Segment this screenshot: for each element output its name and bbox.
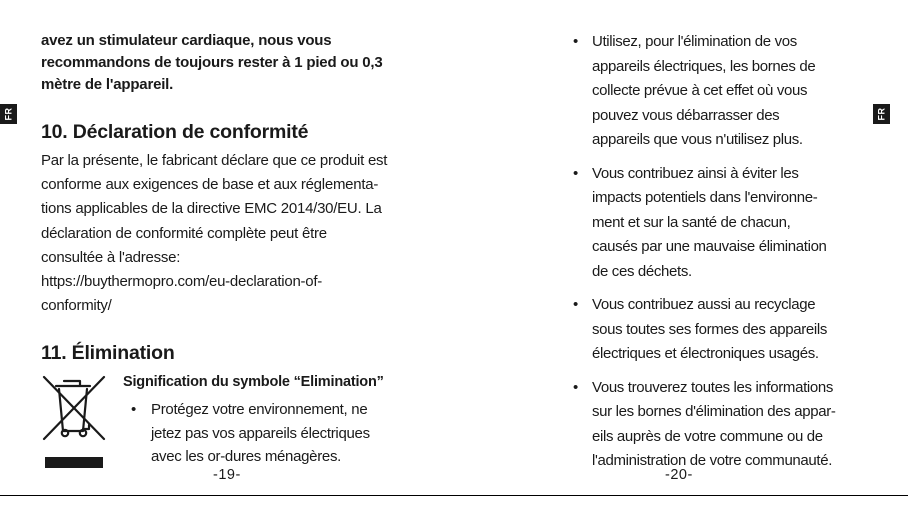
page-20 xyxy=(454,0,908,505)
item-line: impacts potentiels dans l'environne- xyxy=(592,189,818,206)
disposal-bullet-list xyxy=(572,30,872,483)
page-number: -19- xyxy=(213,467,241,483)
bullet-icon: • xyxy=(573,296,578,313)
intro-line: avez un stimulateur cardiaque, nous vous xyxy=(41,32,332,49)
language-tab xyxy=(0,104,17,124)
symbol-meaning-title: Signification du symbole “Elimination” xyxy=(123,374,384,390)
item-line: de ces déchets. xyxy=(592,262,692,280)
item-line: pouvez vous débarrasser des xyxy=(592,106,780,124)
item-line: Vous trouverez toutes les informations xyxy=(592,378,833,396)
bottom-divider xyxy=(0,495,908,496)
language-tab-label: FR xyxy=(876,107,887,121)
list-item xyxy=(572,162,872,285)
item-line: Utilisez, pour l'élimination de vos xyxy=(592,33,797,50)
section-10-paragraph xyxy=(41,149,446,318)
bullet-line: Protégez votre environnement, ne xyxy=(151,401,368,418)
bullet-icon: • xyxy=(573,164,578,182)
item-line: appareils que vous n'utilisez plus. xyxy=(592,131,803,148)
language-tab xyxy=(873,104,890,124)
page-number: -20- xyxy=(665,467,693,483)
section-10-heading: 10. Déclaration de conformité xyxy=(41,121,309,143)
item-line: Vous contribuez ainsi à éviter les xyxy=(592,164,799,182)
section-11-heading: 11. Élimination xyxy=(41,342,175,364)
list-item xyxy=(572,293,872,367)
bullet-icon: • xyxy=(131,401,136,418)
list-item xyxy=(572,30,872,153)
paragraph-line: Par la présente, le fabricant déclare que ce produit est xyxy=(41,152,388,169)
bullet-line: jetez pas vos appareils électriques xyxy=(151,424,370,442)
item-line: sous toutes ses formes des appareils xyxy=(592,320,828,338)
crossed-out-wheelie-bin-icon xyxy=(42,375,106,471)
language-tab-label: FR xyxy=(3,107,14,121)
item-line: sur les bornes d'élimination des appar- xyxy=(592,403,836,420)
intro-warning xyxy=(41,30,441,96)
item-line: collecte prévue à cet effet où vous xyxy=(592,82,808,99)
paragraph-line: tions applicables de la directive EMC 2014/30/EU. La xyxy=(41,200,382,218)
item-line: eils auprès de votre commune ou de xyxy=(592,427,823,445)
declaration-url: https://buythermopro.com/eu-declaration-of- xyxy=(41,273,323,291)
bullet-line: avec les or-dures ménagères. xyxy=(151,448,342,465)
item-line: causés par une mauvaise élimination xyxy=(592,238,827,255)
intro-line: recommandons de toujours rester à 1 pied ou 0,3 xyxy=(41,54,383,71)
paragraph-line: consultée à l'adresse: xyxy=(41,248,181,266)
item-line: ment et sur la santé de chacun, xyxy=(592,213,791,231)
bullet-icon: • xyxy=(573,33,578,50)
paragraph-line: déclaration de conformité complète peut être xyxy=(41,224,327,242)
bullet-icon: • xyxy=(573,378,578,396)
item-line: électriques et électroniques usagés. xyxy=(592,345,819,362)
item-line: l'administration de votre communauté. xyxy=(592,452,833,469)
paragraph-line: conforme aux exigences de base et aux réglementa- xyxy=(41,176,379,194)
item-line: appareils électriques, les bornes de xyxy=(592,57,816,75)
list-item xyxy=(572,376,872,474)
item-line: Vous contribuez aussi au recyclage xyxy=(592,296,816,313)
declaration-url-cont: conformity/ xyxy=(41,297,112,315)
intro-line: mètre de l'appareil. xyxy=(41,76,174,93)
